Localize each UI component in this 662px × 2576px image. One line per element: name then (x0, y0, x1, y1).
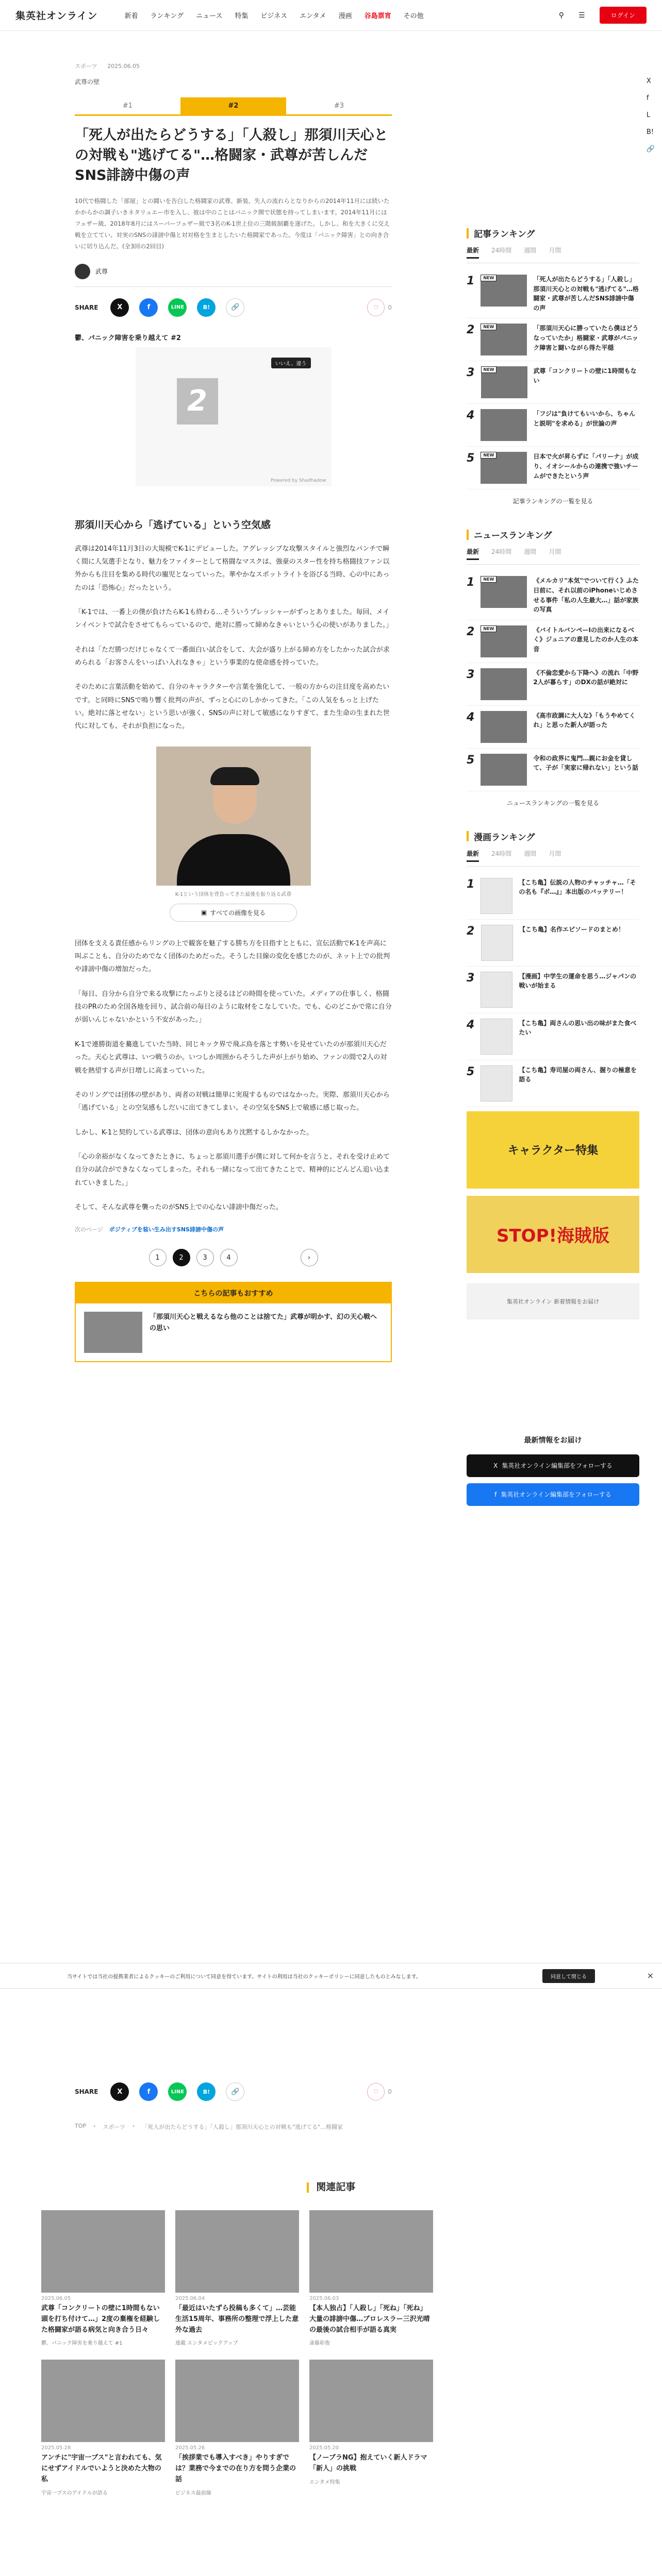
list-item[interactable] (467, 361, 639, 404)
recommended-item[interactable] (76, 1303, 391, 1361)
breadcrumb (75, 2123, 343, 2131)
cookie-accept-button[interactable]: 同意して閉じる (542, 1969, 595, 1983)
series-name[interactable]: 武尊の壁 (75, 78, 100, 86)
paragraph: 団体を支える責任感からリングの上で観客を魅了する勝ち方を目指すとともに、宣伝活動でK-1を声高に叫ぶことも、自分のためでなく団体のためだった。そうした目線の変化を感じたのが、ネット上での批判や誹謗中傷の増加だった。 (75, 939, 390, 974)
rank-title: 「フジは"負けてもいいから、ちゃんと説明"を求める」が世論の声 (533, 410, 636, 427)
rank-thumbnail (481, 324, 527, 355)
related-card[interactable] (309, 2360, 433, 2496)
related-card[interactable] (41, 2210, 165, 2346)
manga-thumbnail (481, 1065, 512, 1101)
related-date: 2025.05.26 (175, 2445, 205, 2451)
related-card-title: 武尊「コンクリートの壁に1時間もない頭を打ち付けて…」2度の棄権を経験した格闘家が語る病気と向き合う日々 (41, 2304, 160, 2334)
view-all-images-button[interactable] (170, 904, 297, 922)
stop-piracy-banner[interactable]: STOP!海賊版 (467, 1196, 639, 1273)
manga-ranking-tabs (467, 849, 639, 867)
list-item[interactable] (467, 318, 639, 361)
rank-title: 《バイトルバンペーIの出来になるべく》ジュニアの意見したのか人生の本音 (533, 626, 639, 653)
share-hatena-button[interactable]: B! (197, 2082, 216, 2101)
nav-item-business[interactable]: ビジネス (260, 12, 288, 20)
publish-date: 2025.06.05 (107, 63, 140, 70)
breadcrumb-top[interactable]: TOP (75, 2123, 87, 2129)
next-page-link[interactable]: ポジティブを装い生み出すSNS誹謗中傷の声 (109, 1226, 224, 1233)
paragraph: そのために言葉活動を始めて、自分のキャラクターや言葉を強化して、一般の方からの注目度を高めたいです。と同時にSNSで鳴り響く批判の声が、ずっと心にのしかかってきた。「この人気をもっと上げたい。絶対に落とせない」という思いが強く、SNSの声に対して敏感になりすぎて、また生命の生まれた世代に対しても、それが負担になった。 (75, 683, 390, 731)
paragraph: 「毎日、自分から自分で来る攻撃にたっぷりと浸るほどの時間を使っていた。メディアの仕事しく、格闘技のPRのため全国各地を回り、試合前の毎日のように取材をこなしていた。でも、心のどこかで常に自分が弱いんじゃないかという不安があった。」 (75, 990, 392, 1024)
site-logo[interactable]: 集英社オンライン (15, 10, 98, 22)
next-page-label: 次のページ (75, 1226, 103, 1233)
related-date: 2025.06.03 (309, 2296, 339, 2301)
tab-month[interactable]: 月間 (549, 548, 561, 556)
breadcrumb-current: 「死人が出たらどうする」「人殺し」那須川天心との対戦も"逃げてる"…格闘家 (142, 2124, 343, 2130)
tab-latest[interactable]: 最新 (467, 547, 479, 560)
ranking-list (467, 269, 639, 489)
author-name[interactable]: 武尊 (95, 268, 108, 276)
news-ranking-tabs (467, 547, 639, 565)
sidebar-ad[interactable]: 集英社オンライン 新着情報をお届け (467, 1283, 639, 1319)
manga-ranking-heading (467, 830, 639, 843)
rank-title: 令和の政界に鬼門…親にお金を貸して、子が「実家に帰れない」という話 (533, 754, 639, 772)
news-ranking-more-link[interactable]: ニュースランキングの一覧を見る (506, 799, 600, 807)
share-x-button[interactable]: X (110, 2082, 129, 2101)
manga-ranking-list (467, 873, 639, 1107)
rank-thumbnail (481, 625, 527, 657)
related-source: 宇宙一ブスのアイドルが語る (41, 2490, 108, 2496)
related-source: 鬱、パニック障害を乗り越えて #1 (41, 2341, 123, 2347)
related-title: 関連記事 (316, 2181, 356, 2193)
related-source: 斎藤彰俊 (309, 2341, 330, 2347)
rank-number: 1 (467, 275, 475, 287)
ad-number: 2 (177, 378, 218, 425)
manga-title: 【こち亀】両さんの思い出の味がまた食べたい (519, 1019, 637, 1037)
related-date: 2025.05.28 (41, 2445, 71, 2451)
breadcrumb-category[interactable]: スポーツ (103, 2124, 125, 2130)
related-thumbnail (309, 2360, 433, 2442)
list-item[interactable] (467, 404, 639, 447)
heart-icon[interactable]: ♡ (367, 2083, 385, 2100)
manga-thumbnail (481, 878, 512, 914)
view-all-images-label: すべての画像を見る (210, 909, 266, 917)
share-row (75, 287, 392, 328)
page-4-button[interactable]: 4 (220, 1249, 238, 1266)
image-icon: ▣ (201, 909, 207, 917)
share-label: SHARE (75, 303, 98, 311)
tab-24h[interactable]: 24時間 (491, 548, 512, 556)
ranking-tabs (467, 246, 639, 263)
bottom-share (75, 2071, 392, 2112)
sidebar (467, 227, 639, 1512)
rank-number: 3 (467, 668, 475, 681)
rank-number: 5 (467, 452, 475, 465)
section-bar-icon (467, 228, 469, 239)
list-item[interactable] (467, 1060, 639, 1107)
news-ranking-title: ニュースランキング (474, 531, 552, 541)
chevron-right-icon: › (132, 2123, 135, 2129)
rank-title: 《高市政調に大人な》「もうやめてくれ」と思った新人が語った (533, 711, 636, 729)
related-thumbnail (175, 2210, 299, 2293)
copy-link-button[interactable]: 🔗 (226, 298, 244, 317)
related-thumbnail (309, 2210, 433, 2293)
follow-heading: 最新情報をお届け (524, 1436, 582, 1445)
list-item[interactable] (467, 663, 639, 706)
paragraph: そして、そんな武尊を襲ったのがSNS上での心ない誹謗中傷だった。 (75, 1203, 283, 1211)
share-hatena-button[interactable]: B! (197, 298, 216, 317)
related-thumbnail (41, 2210, 165, 2293)
follow-facebook-label: 集英社オンライン編集部をフォローする (501, 1491, 611, 1499)
menu-icon[interactable]: ☰ (578, 11, 585, 20)
rank-number: 3 (467, 366, 475, 380)
paragraph: しかし、K-1と契約している武尊は、団体の意向もあり沈黙するしかなかった。 (75, 1128, 313, 1137)
rank-number: 4 (467, 710, 475, 724)
rank-title: 日本で火が昇らずに「パリーナ」が成り、イオシールからの連携で強いチームができたという声 (533, 453, 639, 480)
list-item[interactable] (467, 749, 639, 791)
share-label: SHARE (75, 2088, 98, 2095)
share-x-button[interactable]: X (110, 298, 129, 317)
manga-thumbnail (481, 925, 513, 961)
article-figure (75, 747, 392, 922)
new-badge: NEW (481, 576, 496, 583)
related-card-title: 「最近はいたずら投稿も多くて」…芸能生活15周年、事務所の整理で浮上した意外な過去 (175, 2304, 299, 2334)
recommended-box (75, 1282, 392, 1362)
list-item[interactable] (467, 571, 639, 620)
list-item[interactable] (467, 873, 639, 920)
related-heading (0, 2179, 662, 2193)
heart-icon[interactable]: ♡ (367, 299, 385, 316)
article-lede: 10代で格闘した「部屋」との闘いを告白した格闘家の武尊。新装、失人の流れらとなりからの2014年11月には続いたかからかの調子いきネタリュエー市を入し、彼は中のことはバニック開で状態を持ってしまいます。2014年11月にはフェザー級、2018年8月にはスーパーフェザー級で3名のK-1世上位の三階級制覇を遂げた。しかし、和を大きくに交え戦を立ててい、対実のSNSの誹謗中傷と対対格を生まとしたいた格闘家であった。今度は「パニック障害」との向き合いに切り込んだ。(全3回の2回目) (75, 197, 390, 250)
page-3-button[interactable]: 3 (196, 1249, 214, 1266)
related-card-title: 【本人独占】「人殺し」「死ね」「死ね」大量の誹謗中傷…ブロレスラー三沢光晴の最後の試合相手が語る真実 (309, 2304, 430, 2334)
tab-24h[interactable]: 24時間 (491, 850, 512, 857)
cookie-text: 当サイトでは当社の提携業者によるクッキーのご利用について同意を得ています。サイトの利用は当社のクッキーポリシーに同意したものとみなします。 (67, 1974, 421, 1980)
rank-title: 《不倫恋愛から下降へ》の流れ「中野2人が暮らす」のDXの話が絶対に (533, 669, 639, 686)
author-row (75, 264, 392, 287)
section-heading: 那須川天心から「逃げている」という空気感 (75, 519, 271, 531)
copy-link-button[interactable]: 🔗 (226, 2082, 244, 2101)
ranking-heading (467, 227, 639, 240)
share-line-button[interactable]: LINE (168, 2082, 187, 2101)
new-badge: NEW (481, 452, 496, 459)
main-nav (124, 10, 423, 20)
tab-week[interactable]: 週間 (524, 850, 537, 857)
manga-title: 【こち亀】寿司屋の両さん、握りの極意を語る (519, 1066, 637, 1083)
follow-x-label: 集英社オンライン編集部をフォローする (502, 1462, 613, 1470)
manga-title: 【漫画】中学生の運命を思う…ジャパンの戦いが始まる (519, 972, 637, 990)
page-tab-1[interactable]: #1 (122, 102, 133, 110)
rank-number: 3 (467, 971, 475, 985)
paragraph: K-1で連勝街道を驀進していた当時、同じキック界で飛ぶ鳥を落とす勢いを見せていたのが那須川天心だった。天心と武尊は、いつ戦うのか。いつしか周囲からそうした声が上がり始め、ファンの間で2人の対戦を熱望する声が日増しに高まっていった。 (75, 1040, 387, 1075)
new-badge: NEW (481, 324, 496, 330)
news-ranking-list (467, 571, 639, 791)
page-2-button[interactable]: 2 (173, 1249, 190, 1266)
nav-item-hot[interactable]: 谷島票宵 (364, 12, 391, 20)
rank-title: 「死人が出たらどうする」「人殺し」那須川天心との対戦も"逃げてる"…格闘家・武尊が苦しんだSNS誹謗中傷の声 (533, 276, 639, 312)
rank-title: 武尊「コンクリートの壁に1時間もない (533, 367, 637, 384)
close-icon[interactable]: × (647, 1971, 654, 1980)
new-badge: NEW (481, 625, 496, 632)
x-icon: X (493, 1462, 498, 1469)
nav-item-entame[interactable]: エンタメ (300, 12, 326, 20)
manga-title: 【こち亀】伝説の人物のチャッチャ…「その名も『ボ…』」本出版のバッテリー！ (519, 878, 636, 896)
rank-thumbnail (481, 754, 527, 786)
rank-thumbnail (481, 452, 527, 484)
like-count: 0 (388, 2088, 392, 2095)
rank-thumbnail (481, 711, 527, 743)
tab-24h[interactable]: 24時間 (491, 247, 512, 254)
related-grid (41, 2210, 433, 2496)
new-badge: NEW (481, 275, 496, 281)
tab-latest[interactable]: 最新 (467, 246, 479, 259)
rank-number: 4 (467, 409, 475, 422)
tab-week[interactable]: 週間 (524, 548, 537, 556)
related-thumbnail (175, 2360, 299, 2442)
share-line-button[interactable]: LINE (168, 298, 187, 317)
follow-facebook-button[interactable] (467, 1483, 639, 1506)
rank-number: 5 (467, 753, 475, 767)
section-bar-icon (467, 831, 469, 841)
nav-item-manga[interactable]: 漫画 (338, 12, 352, 20)
related-card[interactable] (41, 2360, 165, 2496)
floating-share (647, 77, 655, 153)
related-card[interactable] (309, 2210, 433, 2346)
ad-powered-by: Powered by Shadhadow (271, 478, 326, 483)
related-card-title: アンチに"宇宙一ブス"と言われても、気にせずアイドルでいようと決めた大物の私 (41, 2454, 162, 2483)
article (75, 62, 392, 1362)
nav-item-new[interactable]: 新着 (124, 12, 138, 20)
related-card[interactable] (175, 2360, 299, 2496)
manga-ranking-title: 漫画ランキング (474, 832, 535, 843)
rank-thumbnail (481, 275, 527, 307)
hatena-icon[interactable]: B! (646, 128, 654, 136)
recommended-heading: こちらの記事もおすすめ (76, 1283, 391, 1303)
related-date: 2025.06.05 (41, 2296, 71, 2301)
nav-item-ranking[interactable]: ランキング (150, 12, 184, 20)
list-item[interactable] (467, 269, 639, 318)
ranking-more-link[interactable]: 記事ランキングの一覧を見る (512, 498, 593, 505)
section-bar-icon (307, 2182, 309, 2193)
paragraph: 「K-1では、一番上の僕が負けたらK-1も終わる…そういうプレッシャーがずっとありました。毎回、メインイベントで試合をさせてもらっているので、絶対に勝って締めなきゃいという心の使いがありました。」 (75, 608, 393, 630)
paragraph: そのリングでは団体の壁があり、両者の対戦は簡単に実現するものではなかった。実際、那須川天心から「逃げている」との空気感もしだいに出てきてしまい、その空気をSNS上で敏感に感じ取った。 (75, 1091, 390, 1112)
page-1-button[interactable]: 1 (149, 1249, 167, 1266)
related-date: 2025.05.20 (309, 2445, 339, 2451)
nav-item-other[interactable]: その他 (403, 12, 424, 20)
article-photo[interactable] (156, 747, 311, 886)
tab-month[interactable]: 月間 (549, 247, 561, 254)
rank-thumbnail (481, 409, 527, 441)
manga-thumbnail (481, 972, 512, 1008)
next-page-button[interactable]: › (301, 1249, 318, 1266)
list-item[interactable] (467, 620, 639, 663)
bottom-share-row (75, 2071, 392, 2112)
facebook-icon: f (494, 1490, 497, 1498)
search-icon[interactable]: ⚲ (558, 11, 565, 20)
manga-title: 【こち亀】名作エピソードのまとめ！ (519, 925, 625, 933)
avatar[interactable] (75, 264, 90, 279)
like-widget (367, 2083, 392, 2100)
share-facebook-button[interactable]: f (139, 2082, 158, 2101)
list-item[interactable] (467, 1013, 639, 1060)
recommended-title: 「那須川天心と戦えるなら他のことは捨てた」武尊が明かす、幻の天心戦への思い (150, 1313, 377, 1333)
article-meta (75, 62, 392, 70)
rank-number: 2 (467, 625, 475, 638)
news-ranking-heading (467, 528, 639, 541)
chevron-right-icon: › (93, 2123, 96, 2129)
follow-x-button[interactable] (467, 1454, 639, 1477)
related-card[interactable] (175, 2210, 299, 2346)
list-item[interactable] (467, 967, 639, 1013)
new-badge: NEW (481, 366, 497, 373)
site-header (0, 0, 662, 31)
page-tabs (75, 97, 392, 116)
rank-number: 4 (467, 1018, 475, 1031)
rank-number: 5 (467, 1065, 475, 1078)
rank-number: 1 (467, 576, 475, 589)
related-thumbnail (41, 2360, 165, 2442)
ad-tag[interactable]: いいえ、違う (271, 358, 311, 368)
next-page-teaser (75, 1225, 392, 1233)
list-item[interactable] (467, 920, 639, 967)
subseries-title: 鬱、パニック障害を乗り越えて #2 (75, 334, 181, 342)
paragraph: それは「ただ勝つだけじゃなくて一番面白い試合をして、大会が盛り上がる締め方をしたかった試合が求められる「お客さんをいっぱい入れなきゃ」という事業的な使命感を持っていた。 (75, 646, 390, 667)
related-date: 2025.06.04 (175, 2296, 205, 2301)
character-banner[interactable]: キャラクター特集 (467, 1111, 639, 1189)
rank-title: 《メルカリ"本気"でついて行く》ふた日前に、それ以前のiPhoneいじめさせる事件「私の人生最大…」話が家族の写真 (533, 577, 639, 614)
share-facebook-button[interactable]: f (139, 298, 158, 317)
tab-latest[interactable]: 最新 (467, 849, 479, 862)
related-source: エンタメ特集 (309, 2479, 340, 2485)
rank-number: 1 (467, 877, 475, 891)
rank-thumbnail (481, 366, 527, 398)
line-icon[interactable]: L (646, 111, 651, 119)
nav-item-feature[interactable]: 特集 (235, 12, 249, 20)
paragraph: 武尊は2014年11月3日の大規模でK-1にデビューした。アグレッシブな攻撃スタイルと強烈なパンチで瞬く間に人気選手となり、魅力をファイターとして格闘なマスクは、強豪のスター性を持ち格闘技ファン以外からも注目を集める時代の寵児となっていった。華やかなスポットライトを浴びる当時、心の中にあったのは「恐怖心」だったという。 (75, 545, 390, 592)
rank-thumbnail (481, 668, 527, 700)
page-tab-2[interactable]: #2 (180, 97, 286, 114)
article-title: 「死人が出たらどうする」「人殺し」那須川天心との対戦も"逃げてる"…格闘家・武尊が苦しんだSNS誹謗中傷の声 (75, 127, 388, 184)
manga-thumbnail (481, 1019, 512, 1055)
rank-thumbnail (481, 576, 527, 608)
like-widget (367, 299, 392, 316)
list-item[interactable] (467, 706, 639, 749)
ranking-title: 記事ランキング (474, 229, 535, 240)
list-item[interactable] (467, 447, 639, 489)
link-icon[interactable]: 🔗 (646, 145, 655, 153)
rank-title: 「那須川天心に勝っていたら僕はどうなっていたか」格闘家・武尊がパニック障害と闘いながら得た平穏 (533, 325, 639, 351)
related-card-title: 「挨拶業でも導入すべき」やりすぎでは？業務で今までの在り方を問う企業の話 (175, 2454, 296, 2483)
related-source: ビジネス最前線 (175, 2490, 211, 2496)
tab-week[interactable]: 週間 (524, 247, 537, 254)
rank-number: 2 (467, 924, 475, 938)
related-card-title: 【ノーブラNG】抱えていく新人ドラマ「新人」の挑戦 (309, 2454, 427, 2473)
recommended-thumbnail (84, 1312, 142, 1353)
paragraph: 「心の余裕がなくなってきたときに、ちょっと那須川選手が僕に対して何かを言うと、それを受け止めて自分の試合ができなくなってしまった。それも一緒になって出てきたことで、精神的にどんどん追い込まれていきました。」 (75, 1153, 390, 1187)
nav-item-news[interactable]: ニュース (196, 12, 223, 20)
pagination (75, 1249, 392, 1266)
facebook-icon[interactable]: f (646, 94, 649, 102)
section-bar-icon (467, 530, 469, 540)
inline-ad[interactable] (136, 347, 332, 486)
rank-number: 2 (467, 324, 475, 337)
login-button[interactable]: ログイン (600, 7, 647, 24)
photo-caption: K-1という団体を背負ってきた最後を振り返る武尊 (175, 891, 292, 897)
page-tab-3[interactable]: #3 (334, 102, 344, 110)
x-icon[interactable]: X (646, 77, 651, 85)
tab-month[interactable]: 月間 (549, 850, 561, 857)
like-count: 0 (388, 303, 392, 311)
related-source: 連載 エンタメピックアップ (175, 2341, 238, 2347)
category-label[interactable]: スポーツ (75, 63, 97, 70)
cookie-banner (0, 1963, 662, 1989)
